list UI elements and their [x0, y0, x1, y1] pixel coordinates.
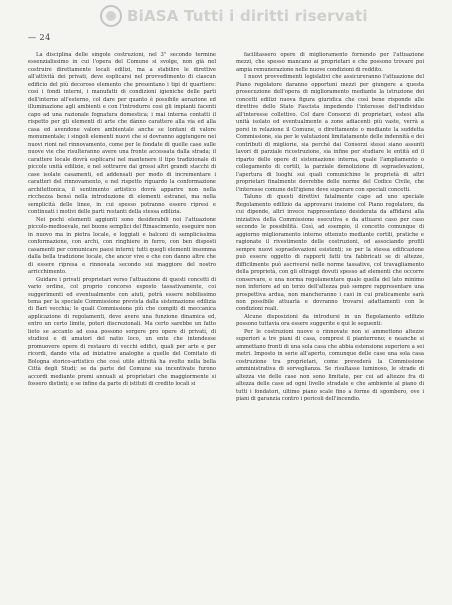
paragraph: I nuovi provvedimenti legislativi che assicureranno l'attuazione del Piano regolatore daranno opportuni mezzi per giungere a questa prosecuzione dell'opera di miglioramento mediante la istruzione dei concetti edilizi nuova figura giuridica che così bene risponde alle direttive dello Stato Fascista impedendo l'interesse dell'individuo all'interesse collettivo. Col dare Consorzi di proprietari, estesi alla unità isolato ed eventualmente a zone adiacenti più vaste, verrà a porsi in relazione il Comune, o direttamente o mediante la suddetta Commissione, sia per le valutazioni limitatamente delle indennità e dei contributi di migliorie, sia perché dai Consorzi stessi siano assunti lavori di parziale ricostruzione, sia infine per studiare le entità ed il riparto delle opere di sistemazione interna, quale l'ampliamento o collegamento di cortili, la parziale demolizione di sopraelevazioni, l'apertura di luoghi sui quali comunichino le proprietà di altri proprietari finalmente dovrebbe delle norme del Codice Civile, che l'interesse comune dell'igiene deve superare con speciali concetti. — [236, 74, 424, 193]
paragraph: Per le costruzioni nuove o rinnovate non si ammettono altezze superiori a tre piani di casa, compresi il pianterreno; e neanche si ammettano fronti di una sola casa che abbia estensione superiore a sei metri. Imposto in serie all'aperto, comunque delle case una sola casa costruzione tra proprietari, come prevederà la Commissione amministrativa di sorveglianza. Se risultasse luminoso, le strade di altezza vie delle case non sono limitate, per cui ad altezze fra di altezza delle case ad ogni livello stradale e che ambiente al piano di tutti i fondatori, ultimo piano scale fino a forme di sgombero, ove i piani di garanzia contro i pericoli dell'incendio. — [236, 328, 424, 403]
biasa-logo-icon — [100, 5, 122, 27]
paragraph: La disciplina delle singole costruzioni, nel 3° secondo termine essenzialissimo in cui l'opera del Comune si svolge, non già nel costruire direttamente locali edilizi, ma a stabilire le direttive all'attività dei privati, deve esplicarsi nel provvedimento di ciascun edificio del più decoroso elemento che presentano i tipi di quartiere: così i fondi interni, i manufatti di condizioni igieniche delle parti dell'interno all'esterno, col dare per quanto è possibile aerazione ed illuminazione agli ambienti e con l'introdurre cosi gli impianti facenti capo ad una razionale fognatura domestica; i mai interna contatti il rispetto per gli elementi di arte che dànno carattere alla via ed alla casa ed avendone valore ambientale anche se lontani di valore monumentale; i singoli elementi nuovi che si dovranno aggiungere nei nuovi rioni nel rinnovamento, come per le fondate di quelle case sulle nuove vie che risulteranno avere una fronte accessata dalla strada; il carattere locale dovrà esplicarsi nel mantenere il tipo tradizionale di piccole unità edilizie, e nel sottrarre dai grossi altri grandi stacchi di case isolate casamenti, ed addensati per modo di incrementare i caratteri del rinnovamento, e nel rispetto riguardo la conformazione architettonica, il sentimento artistico dovrà apparire non nella ricchezza bensì nella introduzione di elementi estranei, ma nella semplicità delle linee, in cui spesso potranno essere ripresi e continuati i motivi delle parti restanti della stessa edilizia. — [28, 52, 216, 216]
watermark-text: BiASA Tutti i diritti riservati — [127, 7, 368, 25]
paragraph: Taluno di questi direttivi fatalmente capo ad uno speciale Regolamento edilizio da approvarsi insieme col Piano regolatore, da cui dipende, altri invece rappresentano desiderata da affidarsi alla iniziativa della Commissione esecutiva e da attuarsi caso per caso secondo le possibilità. Così, ad esempio, il concetto comunque di aggiorno miglioramento interno ottenuto mediante cortili, pratiche e ragionate il rivestimento delle costruzioni, od associando profili sempre nuovi sopraelevazioni esistenti; se per la stessa edificazione può essere oggetto di rapporti fatti tra fabbricati se di altezze, difficilmente può ascriversi nelle norme tassative, col travagliamento della proprietà, con gli oltraggi dovuti spesso ad elementi che occorre conservare, e una norma regolamentare quale quella del lato minimo non inferiore ad un terzo dell'altezza può sempre rappresentare una prospettiva ardua, non mancheranno i casi in cui praticamente sarà non possibile attuarla e dovranno trovarsi adattamenti con le condizioni reali. — [236, 194, 424, 313]
watermark — [100, 4, 368, 28]
paragraph: Nei pochi elementi aggiunti sono desiderabili noi l'attuazione piccolo-medioevale, nei buone semplici del Rinascimento, eseguire non in nuovo ma in pietra locale, e loggiati e balconi di semplicissima conformazione, con archi, con ringhiere in ferro, con ben disposti casamenti per comunicare paesi interni; tutti quegli elementi insomma dalla bella tradizione locale, che ancor vive e che con danno altre che di essere ripresa e rinnovata secondo sui maggiore del nostro arricchimento. — [28, 216, 216, 276]
paragraph: Guidare i privati proprietari verso l'attuazione di questi concetti di vario ordine, col proprio concorso esposto tassativamente, coi suggerimenti ed eventualmente con aiuti, potrà essere nobilissimo tema per la speciale Commissione prevista dalla sistemazione edilizia di Bari vecchia; le quali Commissione più che compiti di meccanica applicazione di regolamenti, deve avere una funzione dinamica ed, entro un certo limite, poteri discrezionali. Ma certo sarebbe un fatto lieto se accanto ad essa possono sorgere pro opere di privati, di studiosi e di amatori del natio loco, un ente che intendesse promuovere opere di restauro di vecchi edifici, quali per arte e per ricordi, dando vita ad iniziative analoghe a quelle del Comitato di Bologna storico-artistico che così utile attività ha svolto nella bella Città degli Studi; se da parte del Comune sia incentivate furono accordi mediante premi annuali ai proprietari che maggiormente si fossero distinti; e se infine da parte di istituti di credito locali si — [28, 276, 216, 388]
paragraph: Alcune disposizioni da introdursi in un Regolamento edilizio possono tuttavia ora essere suggerite e qui le seguenti: — [236, 313, 424, 328]
left-column — [28, 52, 216, 592]
page-number: — 24 — [28, 33, 51, 42]
page-number-value: 24 — [39, 33, 51, 42]
paragraph: facilitassero opere di miglioramento fornendo per l'attuazione mezzi, che spesso mancano ai proprietari e che possono trovare poi ampia remunerazione nelle nuove condizioni di reddito. — [236, 52, 424, 73]
right-column — [236, 52, 424, 592]
